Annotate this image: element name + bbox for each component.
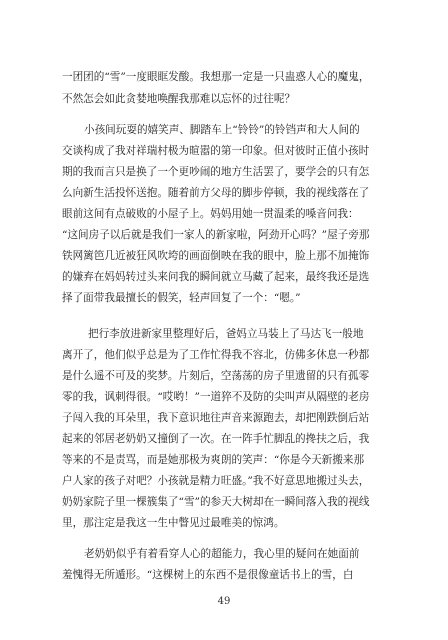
- text-line: 不然怎会如此贪婪地唤醒我那难以忘怀的过往呢？: [62, 93, 296, 105]
- text-line: 么向新生活投怀送抱。随着前方父母的脚步停顿，我的视线落在了: [62, 187, 370, 199]
- paragraph-start-line: 把行李放进新家里整理好后，爸妈立马装上了马达飞一般地: [88, 328, 364, 340]
- text-line: 起来的邻居老奶奶又撞倒了一次。在一阵手忙脚乱的搀扶之后，我: [62, 433, 370, 445]
- text-line: 子闯入我的耳朵里，我下意识地往声音来源跑去，却把刚跌倒后站: [62, 412, 370, 424]
- text-line: 离开了，他们似乎总是为了工作忙得我不容北，仿佛多休息一秒都: [62, 349, 370, 361]
- text-line: “这间房子以后就是我们一家人的新家啦，阿劲开心吗？”屋子旁那: [62, 229, 370, 241]
- text-line: 羞愧得无所遁形。“这棵树上的东西不是很像童话书上的雪，白: [62, 569, 354, 581]
- text-line: 等来的不是责骂，而是她那极为爽朗的笑声：“你是今天新搬来那: [62, 454, 365, 466]
- text-line: 眼前这间有点破败的小屋子上。妈妈用她一贯温柔的嗓音问我：: [62, 208, 359, 220]
- text-line: 期的我而言只是换了一个更吵闹的地方生活罢了，要学会的只有怎: [62, 166, 370, 178]
- text-line: 里，那注定是我这一生中瞥见过最唯美的惊鸿。: [62, 517, 285, 529]
- text-line: 铁网篱笆几近被狂风吹垮的画面倒映在我的眼中，脸上那不加掩饰: [62, 250, 370, 262]
- text-line: 择了面带我最擅长的假笑，轻声回复了一个：“嗯。”: [62, 292, 301, 304]
- text-line: 户人家的孩子对吧？小孩就是精力旺盛。”我不好意思地搬过头去，: [62, 475, 370, 487]
- paragraph-start-line: 老奶奶似乎有着看穿人心的超能力，我心里的疑问在她面前: [84, 548, 360, 560]
- text-line: 是什么遥不可及的奖梦。片刻后，空荡荡的房子里遗留的只有孤零: [62, 370, 370, 382]
- paragraph-start-line: 小孩间玩耍的嬉笑声、脚踏车上“铃铃”的铃铛声和大人间的: [84, 124, 360, 136]
- text-line: 的嫌弃在妈妈转过头来问我的瞬间就立马藏了起来，最终我还是选: [62, 271, 370, 283]
- text-line: 奶奶家院子里一棵簇集了“雪”的参天大树却在一瞬间落入我的视线: [62, 496, 370, 508]
- text-line: 零的我，讽刺得很。“哎哟！”一道猝不及防的尖叫声从隔壁的老房: [62, 391, 370, 403]
- text-line: 交谈构成了我对祥瑞村极为暄嚣的第一印象。但对彼时正值小孩时: [62, 145, 370, 157]
- page-number: 49: [217, 596, 231, 607]
- text-line: 一团团的“雪”一度眼眶发酸。我想那一定是一只蛊惑人心的魔鬼，: [62, 71, 370, 83]
